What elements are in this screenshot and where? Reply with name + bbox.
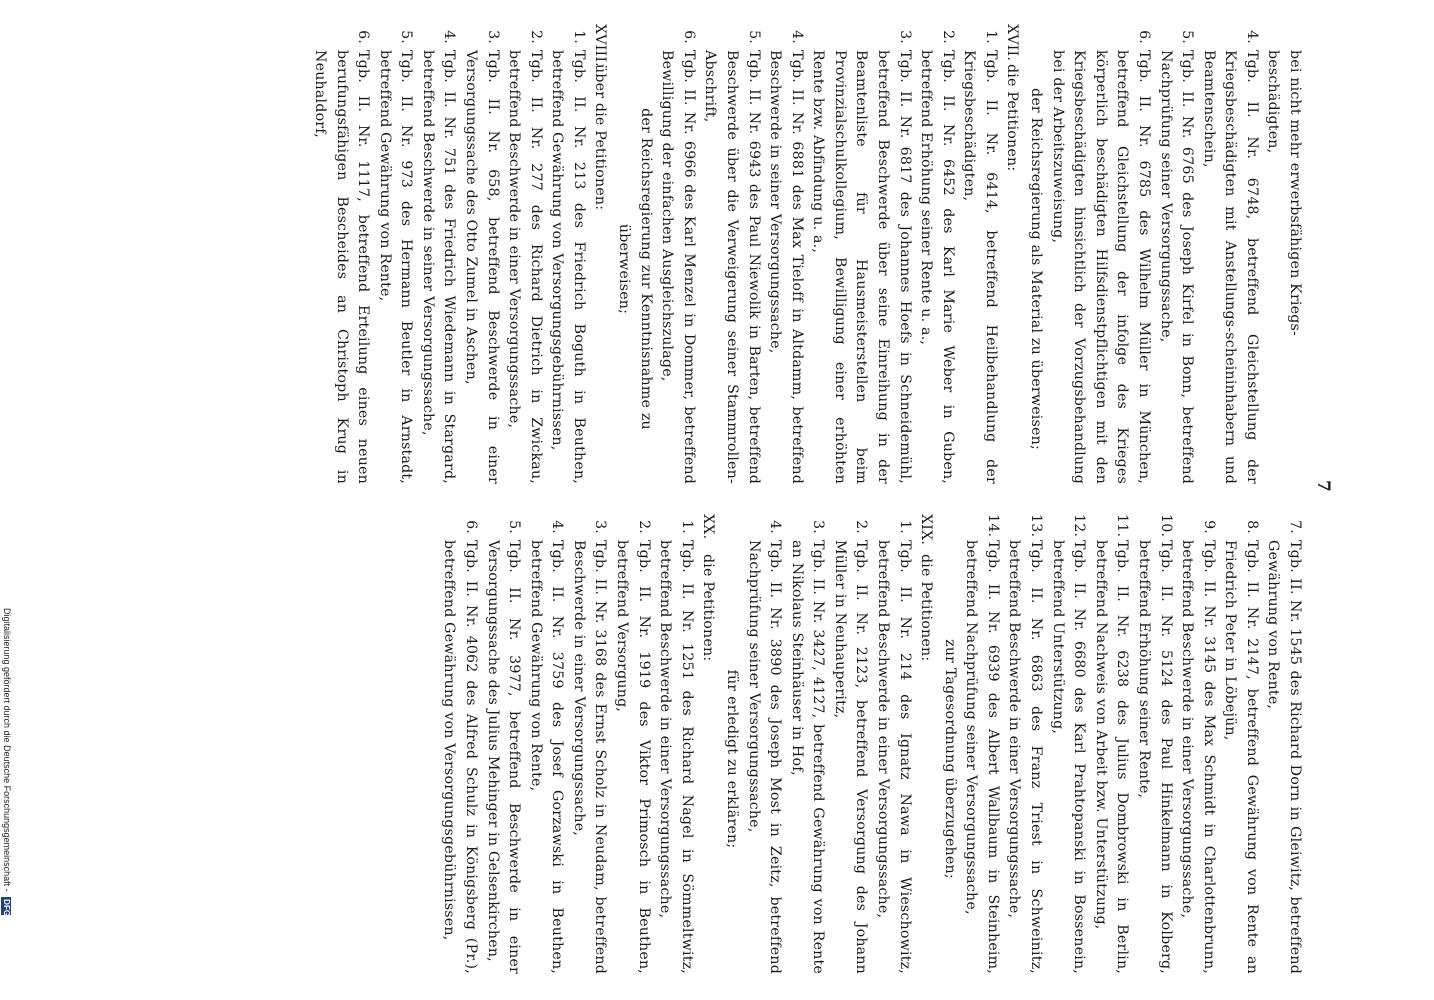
item-number: 13. <box>1028 514 1045 538</box>
list-item <box>1046 24 1154 484</box>
list-item <box>1154 24 1197 484</box>
item-number: 2. <box>635 520 652 534</box>
list-item <box>546 24 589 484</box>
item-text: Tgb. II. Nr. 2123, betreffend Versorgung des Johann Müller in Neuhauperitz, <box>831 540 870 974</box>
item-text: Tgb. II. Nr. 3890 des Joseph Most in Zeitz, betreffend Nachprüfung seiner Versorgungssache, <box>745 540 784 974</box>
list-item <box>1197 24 1262 484</box>
item-number: 4. <box>549 520 566 534</box>
section-roman: XVIII. <box>592 24 609 67</box>
list-item <box>1046 514 1089 974</box>
list-item <box>416 24 459 484</box>
item-text: Tgb. II. Nr. 3168 des Ernst Scholz in Neudam, betreffend Beschwerde in einer Versorgungssache, <box>570 540 609 974</box>
list-item <box>1219 514 1262 974</box>
list-item <box>915 24 958 484</box>
item-number: 5. <box>1179 30 1196 44</box>
list-item <box>503 24 546 484</box>
section-title: die Petitionen: <box>918 554 935 662</box>
item-text: Tgb. II. Nr. 6765 des Joseph Kirfel in Bonn, betreffend Nachprüfung seiner Versorgungssache, <box>1157 50 1196 484</box>
item-text: Tgb. II. Nr. 3145 des Max Schmidt in Charlottenbrunn, betreffend Beschwerde in einer Versorgungssache, <box>1179 540 1217 974</box>
item-text: Tgb. II. Nr. 4062 des Alfred Schulz in Königsberg (Pr.), betreffend Gewährung von Versorgungsgebührnissen, <box>441 540 480 974</box>
item-text: Tgb. II. Nr. 2147, betreffend Gewährung von Rente an Friedrich Peter in Löbejün, <box>1222 540 1260 974</box>
item-text: Tgb. II. Nr. 751 des Friedrich Wiedemann in Stargard, betreffend Beschwerde in seiner Versorgungssache, <box>419 50 458 484</box>
list-item <box>611 514 654 974</box>
item-text: Tgb. II. Nr. 6943 des Paul Niewolik in Barten, betreffend Beschwerde über die Verweigerung seiner Stammrollen-Abschrift, <box>702 50 762 484</box>
item-text: Tgb. II. Nr. 5124 des Paul Hinkelmann in Kolberg, betreffend Erhöhung seiner Rente, <box>1135 540 1174 974</box>
item-text: Tgb. II. Nr. 6680 des Karl Prahtopanski in Bossenein, betreffend Unterstützung, <box>1049 540 1088 974</box>
item-number: 12. <box>1071 514 1088 538</box>
resolution-note: der Reichsregierung zur Kenntnisnahme zu überweisen; <box>616 108 654 430</box>
section-title: die Petitionen: <box>700 554 717 662</box>
item-number: 5. <box>745 30 762 44</box>
item-text: Tgb. II. Nr. 973 des Hermann Beutler in Arnstadt, betreffend Gewährung von Rente, <box>376 50 415 484</box>
item-text: Tgb. II. Nr. 1251 des Richard Nagel in Sömmeltwitz, betreffend Beschwerde in einer Versorgungssache, <box>657 540 695 974</box>
item-number: 4. <box>441 30 458 44</box>
item-number: 6. <box>1135 30 1152 44</box>
list-item <box>871 514 914 974</box>
item-number: 11. <box>1114 514 1131 538</box>
item-number: 1. <box>570 30 587 44</box>
section-heading <box>915 514 937 974</box>
item-text: Tgb. II. Nr. 6939 des Albert Wallbaum in Steinheim, betreffend Nachprüfung seiner Versorgungssache, <box>963 540 1001 974</box>
list-item <box>308 24 373 484</box>
item-text: Tgb. II. Nr. 213 des Friedrich Boguth in Beuthen, betreffend Gewährung von Versorgungsgebührnissen, <box>549 50 587 484</box>
list-item <box>438 514 481 974</box>
item-number: 2. <box>527 30 544 44</box>
section-roman: XIX. <box>918 514 935 546</box>
item-number: 2. <box>853 520 870 534</box>
item-text: Tgb. II. Nr. 6748, betreffend Gleichstellung der Kriegsbeschädigten mit Anstellungs-scheininhabern und Beamtenschein, <box>1200 50 1260 484</box>
rotated-page-content <box>55 0 1335 1000</box>
list-item <box>373 24 416 484</box>
list-item <box>1132 514 1175 974</box>
item-number: 9. <box>1200 520 1217 534</box>
item-number: 10. <box>1157 514 1174 538</box>
item-number: 8. <box>1243 520 1260 534</box>
list-item <box>764 24 807 484</box>
item-text: Tgb. II. Nr. 658, betreffend Beschwerde in einer Versorgungssache des Otto Zumel in Aschen, <box>463 50 501 484</box>
item-number: 1. <box>982 30 999 44</box>
item-number: 5. <box>506 520 523 534</box>
continuation-line: beschädigten, <box>1265 50 1282 154</box>
continuation-line: bei nicht mehr erwerbsfähigen Kriegs- <box>1287 50 1303 337</box>
digitization-footer <box>0 608 16 1000</box>
list-item <box>524 514 567 974</box>
item-text: Tgb. II. Nr. 6966 des Karl Menzel in Dommer, betreffend Bewilligung der einfachen Ausgleichszulage, <box>659 50 697 484</box>
item-number: 7. <box>1287 520 1303 534</box>
list-item <box>1262 514 1305 974</box>
item-number: 1. <box>896 520 913 534</box>
list-item <box>807 24 915 484</box>
item-number: 3. <box>810 520 827 534</box>
item-text: Tgb. II. Nr. 214 des Ignatz Nawa in Wieschowitz, betreffend Beschwerde in einer Versorgungssache, <box>875 540 913 974</box>
section-roman: XX. <box>700 514 717 540</box>
item-text: Tgb. II. Nr. 6881 des Max Tieloff in Altdamm, betreffend Beschwerde in seiner Versorgungssache, <box>767 50 805 484</box>
section-heading <box>589 24 611 484</box>
item-number: 6. <box>355 30 372 44</box>
list-item <box>1089 514 1132 974</box>
item-text: Tgb. II. Nr. 277 des Richard Dietrich in Zwickau, betreffend Beschwerde in einer Versorgungssache, <box>506 50 544 484</box>
item-number: 14. <box>984 514 1001 538</box>
list-item <box>828 514 871 974</box>
item-text: Tgb. II. Nr. 6414, betreffend Heilbehandlung der Kriegsbeschädigten, <box>961 50 999 484</box>
list-item <box>960 514 1003 974</box>
list-item <box>1003 514 1046 974</box>
list-item <box>785 514 828 974</box>
item-text: Tgb. II. Nr. 1919 des Viktor Primosch in Beuthen, betreffend Versorgung, <box>614 540 652 974</box>
resolution-note: der Reichsregierung als Material zu überweisen; <box>1028 88 1045 450</box>
item-text: Tgb. II. Nr. 6238 des Julius Dombrowski in Berlin, betreffend Nachweis von Arbeit bzw. Unterstützung, <box>1092 540 1131 974</box>
item-number: 3. <box>484 30 501 44</box>
item-text: Tgb. II. Nr. 3977, betreffend Beschwerde in einer Versorgungssache des Julius Mehinger in Gelsenkirchen, <box>484 540 523 974</box>
item-number: 4. <box>767 520 784 534</box>
list-item <box>459 24 502 484</box>
item-text: Tgb. II. Nr. 6817 des Johannes Hoefs in Schneidemühl, betreffend Beschwerde über seine Einreihung in der Beamtenliste für Hausmeisterstellen beim Provinzialschulkollegium, Bewilligung einer erhöhten Rente bzw. Abfindung u. a., <box>810 50 913 484</box>
page-number: 7 <box>1313 480 1333 492</box>
section-roman: XVII. <box>1004 24 1021 62</box>
item-number: 5. <box>398 30 415 44</box>
item-text: Tgb. II. Nr. 1117, betreffend Erteilung eines neuen berufungsfähigen Bescheides an Christoph Krug in Neuhaldorf, <box>311 50 372 484</box>
item-text: Tgb. II. Nr. 6863 des Franz Triest in Schweinitz, betreffend Beschwerde in einer Versorgungssache, <box>1006 540 1045 974</box>
item-number: 1. <box>678 520 695 534</box>
resolution-note: zur Tagesordnung überzugehen; <box>941 639 958 879</box>
list-item <box>481 514 524 974</box>
list-item <box>958 24 1001 484</box>
item-text: Tgb. II. Nr. 3427, 4127, betreffend Gewährung von Rente an Nikolaus Steinhäuser in Hof, <box>788 540 827 974</box>
item-number: 6. <box>463 520 480 534</box>
section-title: über die Petitionen: <box>592 64 609 211</box>
list-item <box>699 24 764 484</box>
item-number: 2. <box>939 30 956 44</box>
item-number: 6. <box>680 30 697 44</box>
list-item <box>656 24 699 484</box>
list-item <box>1176 514 1219 974</box>
digitization-credit: Digitalisierung gefördert durch die Deutsche Forschungsgemeinschaft - <box>2 608 12 892</box>
item-number: 4. <box>1243 30 1260 44</box>
list-item <box>567 514 610 974</box>
item-text: Tgb. II. Nr. 6452 des Karl Marie Weber in Guben, betreffend Erhöhung seiner Rente u. a., <box>918 50 956 484</box>
item-number: 3. <box>592 520 609 534</box>
dfg-logo: DFG <box>2 899 12 917</box>
resolution-note: für erledigt zu erklären; <box>723 669 740 849</box>
left-column <box>308 24 1305 484</box>
section-heading <box>1001 24 1023 484</box>
item-number: 4. <box>788 30 805 44</box>
right-column <box>438 514 1305 974</box>
section-title: die Petitionen: <box>1004 64 1021 172</box>
item-text: Tgb. II. Nr. 6785 des Wilhelm Müller in München, betreffend Gleichstellung der infolge des Krieges körperlich beschädigten Hilfsdienstpflichtigen mit den Kriegsbeschädigten hinsichtlich der Vorzugsbehandlung bei der Arbeitszuweisung, <box>1049 50 1152 484</box>
section-heading <box>697 514 719 974</box>
item-text: Tgb. II. Nr. 3759 des Josef Gorzawski in Beuthen, betreffend Gewährung von Rente, <box>527 540 566 974</box>
item-text: Tgb. II. Nr. 1545 des Richard Dorn in Gleiwitz, betreffend Gewährung von Rente, <box>1265 540 1303 974</box>
list-item <box>742 514 785 974</box>
list-item <box>654 514 697 974</box>
item-number: 3. <box>896 30 913 44</box>
